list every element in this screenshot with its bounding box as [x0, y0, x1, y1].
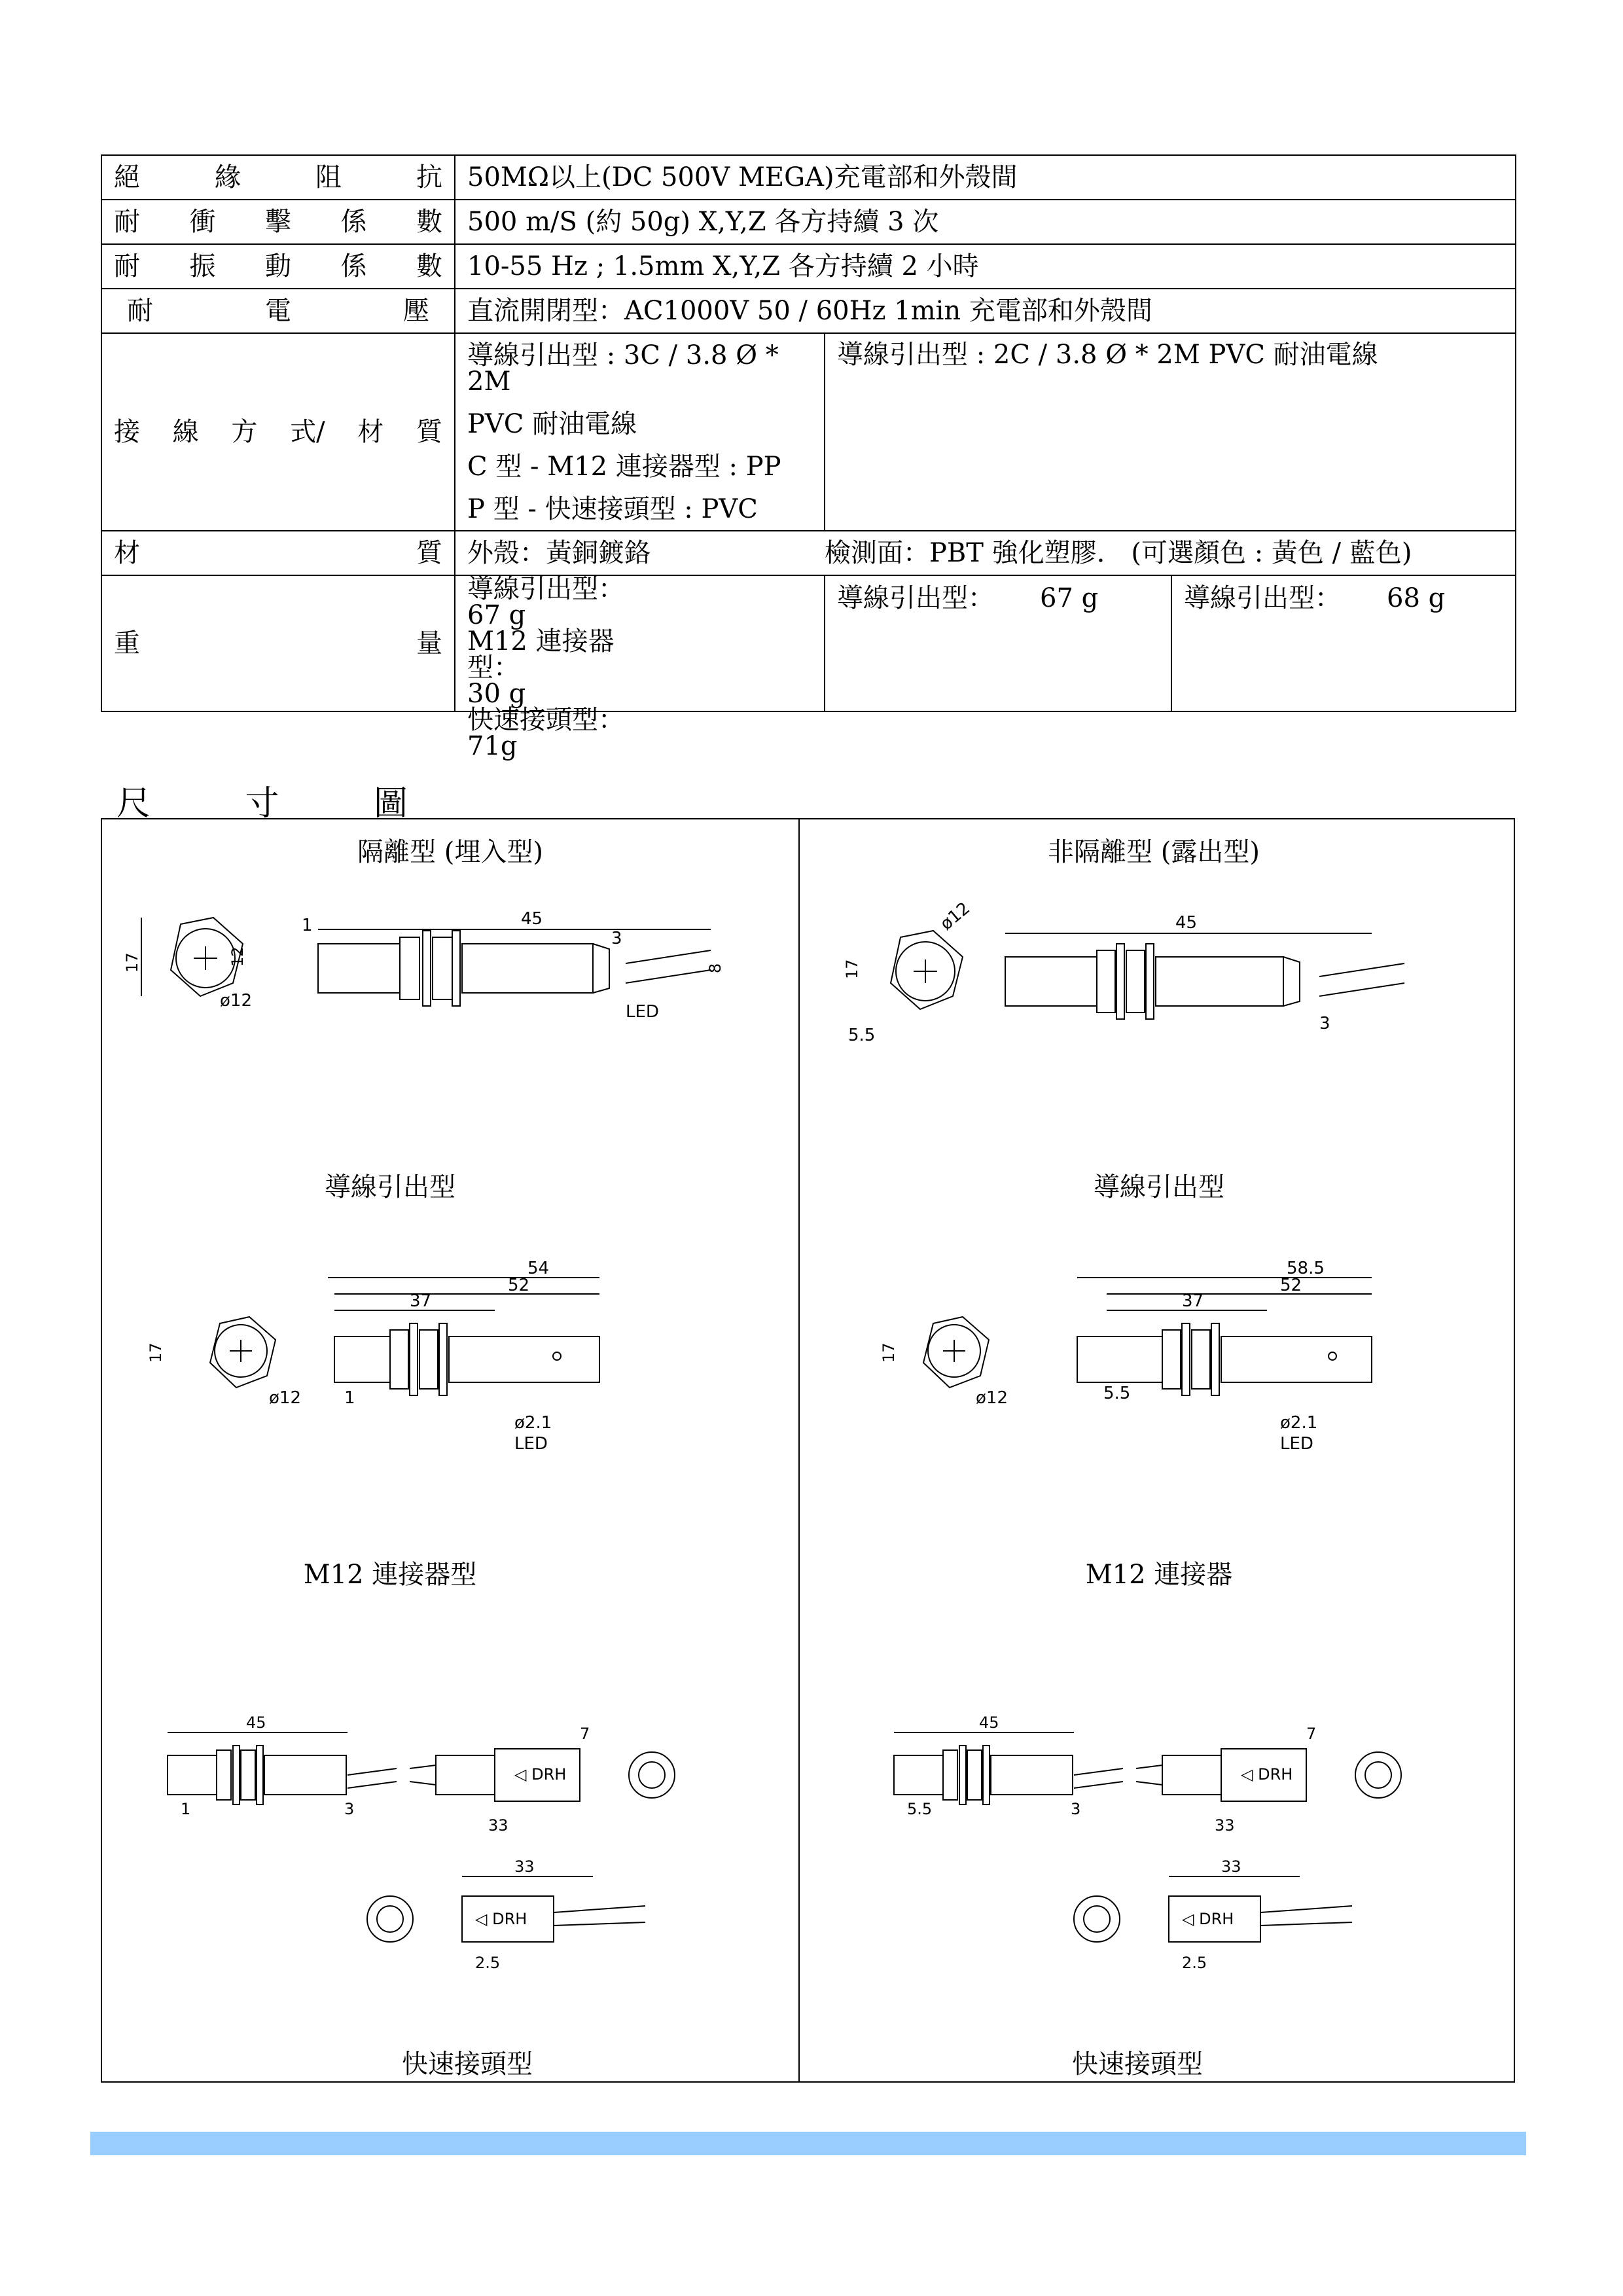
caption-left-lead: 導線引出型 [325, 1172, 455, 1202]
insulation-label-char: 緣 [215, 162, 241, 192]
svg-text:3: 3 [344, 1800, 355, 1818]
wiring-label-char: 質 [416, 417, 442, 447]
voltage-label-char: 電 [265, 296, 291, 326]
insulation-label-char: 絕 [114, 162, 140, 192]
svg-text:ø2.1: ø2.1 [514, 1413, 552, 1433]
shock-label-char: 係 [340, 207, 367, 237]
svg-text:◁ DRH: ◁ DRH [514, 1765, 567, 1784]
svg-text:5.5: 5.5 [1103, 1384, 1131, 1403]
wiring-col1: 導線引出型 : 3C / 3.8 Ø * 2M PVC 耐油電線 C 型 - M12 連接器型 : PP P 型 - 快速接頭型 : PVC [467, 340, 781, 524]
drawing-left-m12 [147, 1259, 783, 1463]
svg-text:17: 17 [147, 1342, 165, 1363]
voltage-label-char: 壓 [403, 296, 429, 326]
svg-text:33: 33 [514, 1857, 535, 1876]
svg-text:33: 33 [488, 1816, 508, 1835]
svg-text:12: 12 [228, 946, 247, 967]
drawing-right-quick [829, 1713, 1483, 1994]
svg-text:◁ DRH: ◁ DRH [475, 1910, 527, 1928]
svg-text:◁ DRH: ◁ DRH [1241, 1765, 1293, 1784]
insulation-label [114, 164, 442, 190]
svg-text:45: 45 [246, 1713, 266, 1732]
voltage-label-char: 耐 [127, 296, 153, 326]
vibration-value: 10-55 Hz ; 1.5mm X,Y,Z 各方持續 2 小時 [455, 244, 1516, 289]
weight-label [114, 630, 442, 656]
drawing-left-quick [122, 1713, 776, 1994]
vibration-label-char: 動 [265, 251, 291, 281]
weight-label-char: 量 [416, 628, 442, 658]
svg-text:LED: LED [514, 1434, 548, 1454]
svg-text:ø2.1: ø2.1 [1280, 1413, 1318, 1433]
svg-text:52: 52 [1280, 1276, 1302, 1295]
caption-right-quick: 快速接頭型 [1072, 2049, 1203, 2079]
svg-text:45: 45 [1175, 913, 1198, 933]
material-value-2: 檢測面：PBT 強化塑膠． (可選顏色 : 黃色 / 藍色) [825, 531, 1516, 575]
svg-text:5.5: 5.5 [848, 1026, 876, 1045]
voltage-label [114, 298, 442, 324]
weight-col3: 導線引出型： 68 g [1171, 575, 1516, 711]
material-label-char: 材 [114, 538, 140, 568]
weight-row [101, 575, 1516, 711]
insulation-label-char: 阻 [315, 162, 342, 192]
shock-label-char: 擊 [265, 207, 291, 237]
caption-left-quick: 快速接頭型 [402, 2049, 533, 2079]
drawing-left-lead [123, 909, 783, 1090]
vibration-label-char: 係 [340, 251, 367, 281]
left-header: 隔離型 (埋入型) [357, 837, 543, 867]
svg-text:1: 1 [181, 1800, 191, 1818]
footer-bar [90, 2132, 1526, 2155]
shock-label [114, 209, 442, 235]
svg-text:45: 45 [521, 909, 543, 929]
svg-text:5.5: 5.5 [907, 1800, 933, 1818]
spec-table [101, 154, 1516, 761]
svg-text:ø12: ø12 [936, 898, 974, 935]
center-divider [798, 819, 800, 2081]
svg-text:8: 8 [706, 963, 724, 973]
material-value-1: 外殼：黃銅鍍鉻 [455, 531, 825, 575]
svg-text:45: 45 [979, 1713, 999, 1732]
right-header: 非隔離型 (露出型) [1048, 837, 1260, 867]
svg-text:33: 33 [1221, 1857, 1241, 1876]
material-row [101, 531, 1516, 575]
svg-text:37: 37 [1182, 1291, 1204, 1311]
insulation-label-char: 抗 [416, 162, 442, 192]
dimension-title: 尺 寸 圖 [116, 784, 450, 823]
svg-text:33: 33 [1215, 1816, 1235, 1835]
svg-text:2.5: 2.5 [475, 1954, 501, 1972]
wiring-label [114, 419, 442, 445]
material-label-char: 質 [416, 538, 442, 568]
material-label [114, 540, 442, 566]
vibration-label-char: 耐 [114, 251, 140, 281]
caption-right-lead: 導線引出型 [1094, 1172, 1224, 1202]
wiring-label-char: 材 [357, 417, 384, 447]
svg-text:54: 54 [527, 1259, 550, 1278]
caption-left-m12: M12 連接器型 [303, 1560, 477, 1590]
wiring-label-char: 方 [231, 417, 258, 447]
svg-text:1: 1 [302, 916, 313, 935]
svg-text:ø12: ø12 [976, 1388, 1008, 1408]
voltage-row [101, 289, 1516, 333]
svg-text:ø12: ø12 [269, 1388, 301, 1408]
voltage-value: 直流開閉型：AC1000V 50 / 60Hz 1min 充電部和外殼間 [455, 289, 1516, 333]
svg-text:2.5: 2.5 [1182, 1954, 1207, 1972]
svg-text:◁ DRH: ◁ DRH [1182, 1910, 1234, 1928]
caption-right-m12: M12 連接器 [1085, 1560, 1233, 1590]
weight-col1: 導線引出型： 67 g M12 連接器型： 30 g 快速接頭型： 71g [467, 574, 624, 761]
shock-row [101, 200, 1516, 244]
vibration-label [114, 253, 442, 279]
vibration-row [101, 244, 1516, 289]
svg-text:37: 37 [410, 1291, 432, 1311]
svg-text:58.5: 58.5 [1287, 1259, 1325, 1278]
shock-label-char: 衝 [189, 207, 216, 237]
drawing-right-m12 [880, 1259, 1463, 1463]
wiring-row [101, 333, 1516, 531]
wiring-label-char: 接 [114, 417, 140, 447]
svg-text:52: 52 [508, 1276, 530, 1295]
svg-text:1: 1 [344, 1388, 355, 1408]
svg-text:17: 17 [880, 1342, 898, 1363]
shock-label-char: 數 [416, 207, 442, 237]
svg-text:3: 3 [611, 929, 622, 948]
wiring-col2: 導線引出型 : 2C / 3.8 Ø * 2M PVC 耐油電線 [825, 333, 1516, 531]
weight-label-char: 重 [114, 628, 140, 658]
svg-text:17: 17 [123, 952, 141, 973]
wiring-label-char: 線 [172, 417, 199, 447]
insulation-row [101, 155, 1516, 200]
svg-text:ø12: ø12 [220, 991, 252, 1011]
wiring-label-char: 式/ [290, 417, 325, 447]
insulation-value: 50MΩ以上(DC 500V MEGA)充電部和外殼間 [455, 155, 1516, 200]
svg-text:7: 7 [1306, 1725, 1317, 1743]
weight-col2: 導線引出型： 67 g [825, 575, 1171, 711]
vibration-label-char: 數 [416, 251, 442, 281]
svg-text:3: 3 [1319, 1014, 1330, 1033]
shock-value: 500 m/S (約 50g) X,Y,Z 各方持續 3 次 [455, 200, 1516, 244]
svg-text:17: 17 [843, 959, 861, 979]
svg-text:LED: LED [626, 1002, 659, 1022]
svg-text:7: 7 [580, 1725, 590, 1743]
dimension-drawing-box [101, 818, 1515, 2083]
shock-label-char: 耐 [114, 207, 140, 237]
svg-text:LED: LED [1280, 1434, 1313, 1454]
vibration-label-char: 振 [189, 251, 216, 281]
svg-text:3: 3 [1071, 1800, 1081, 1818]
drawing-right-lead [843, 898, 1437, 1090]
